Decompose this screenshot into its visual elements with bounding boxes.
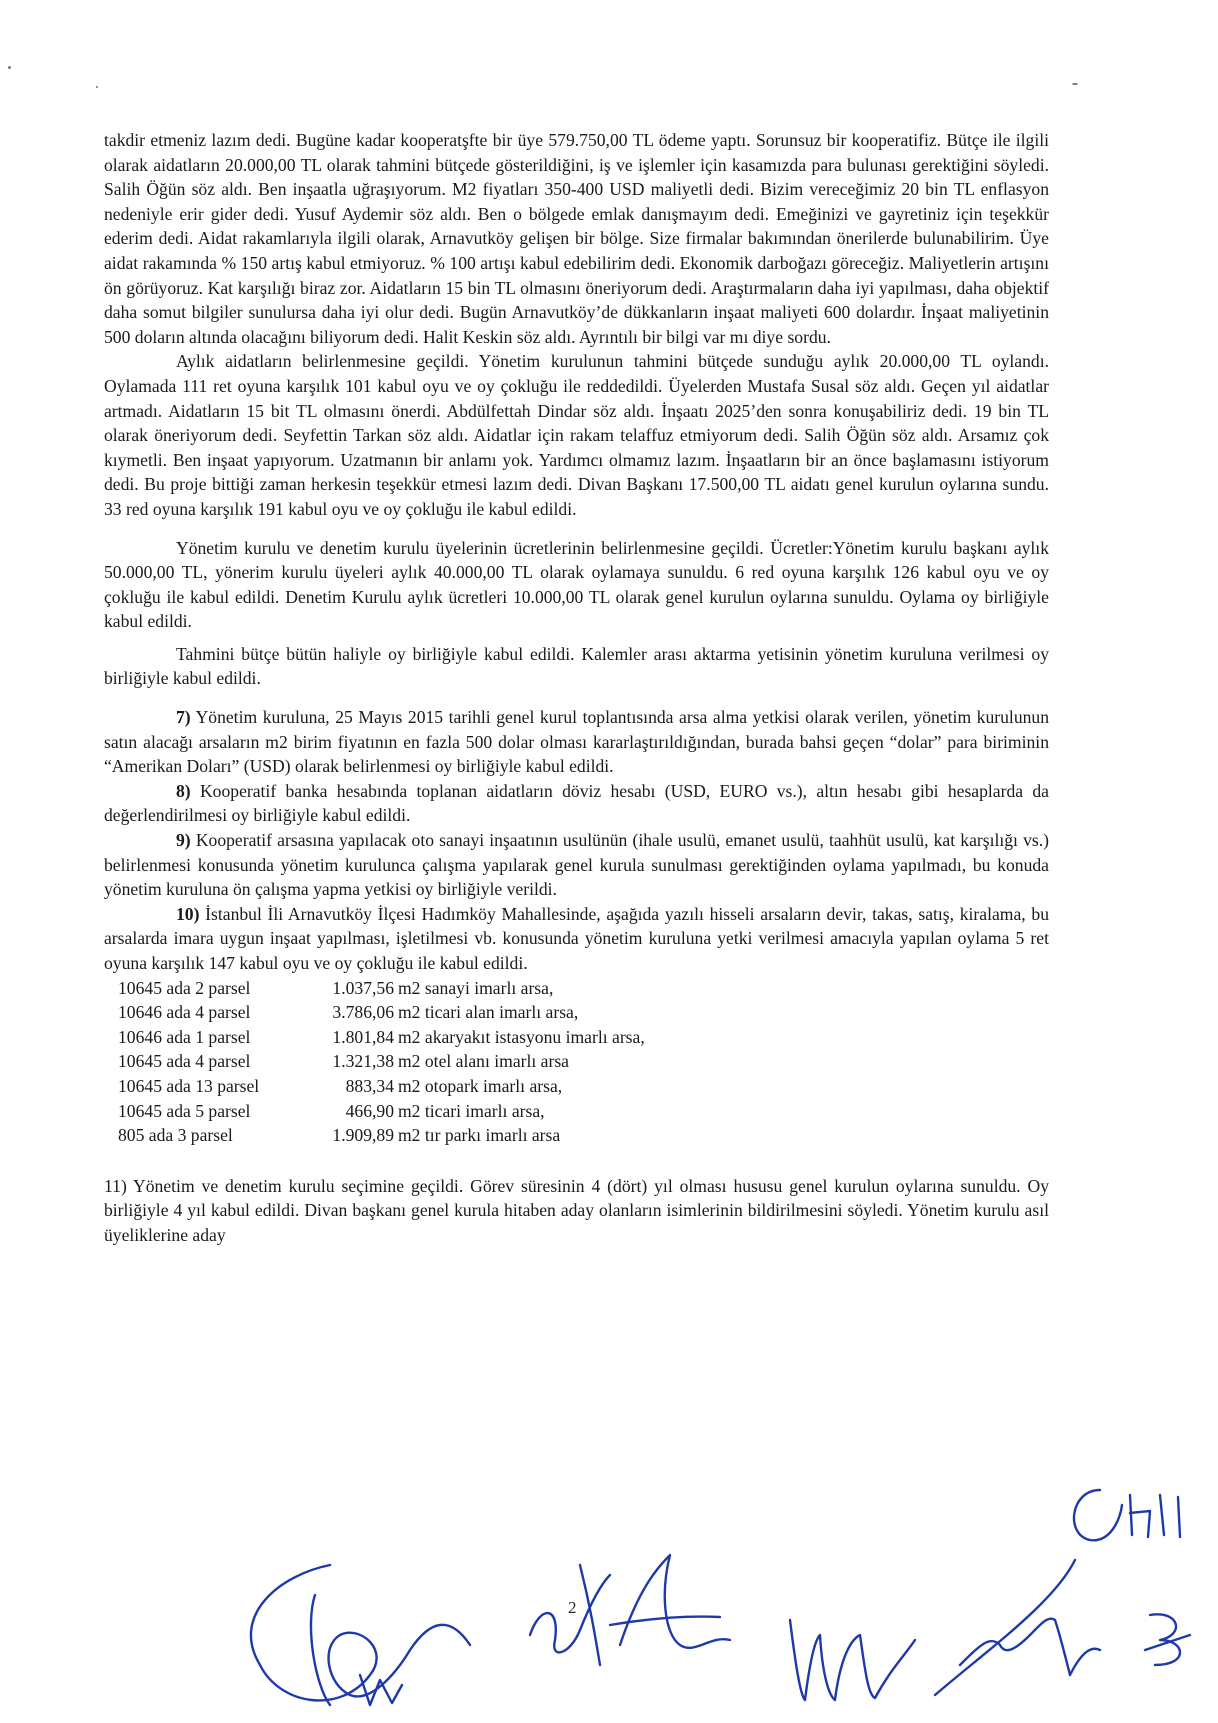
- scan-speck: [96, 86, 98, 88]
- parcel-area: 1.321,38: [332, 1051, 394, 1072]
- parcel-desc: m2 akaryakıt istasyonu imarlı arsa,: [398, 1026, 645, 1047]
- item-8-text: Kooperatif banka hesabında toplanan aidatların döviz hesabı (USD, EURO vs.), altın hesabı gibi hesaplarda da değerlendirilmesi oy birliğiyle kabul edildi.: [104, 780, 1049, 826]
- parcel-desc: m2 ticari alan imarlı arsa,: [398, 1002, 579, 1023]
- parcel-desc: m2 ticari imarlı arsa,: [398, 1100, 545, 1121]
- item-7-number: 7): [176, 707, 191, 728]
- table-row: [104, 1074, 645, 1099]
- item-7-text: Yönetim kuruluna, 25 Mayıs 2015 tarihli genel kurul toplantısında arsa alma yetkisi olarak verilen, yönetim kurulunun satın alacağı arsaların m2 birim fiyatının en fazla 500 dolar olması kararlaştırıldığından, burada bahsi geçen “dolar” para biriminin “Amerikan Doları” (USD) olarak belirlenmesi oy birliğiyle kabul edildi.: [104, 707, 1050, 777]
- parcel-id: 805 ada 3 parsel: [118, 1125, 233, 1146]
- table-row: [104, 1123, 645, 1148]
- parcel-id: 10645 ada 4 parsel: [118, 1051, 251, 1072]
- parcel-desc: m2 otel alanı imarlı arsa: [398, 1051, 569, 1072]
- signature-4-icon: [920, 1545, 1110, 1715]
- item-10: [104, 902, 1049, 976]
- item-7: [104, 705, 1049, 779]
- parcel-desc: m2 otopark imarlı arsa,: [398, 1075, 563, 1096]
- table-row: [104, 1000, 645, 1025]
- table-row: [104, 1025, 645, 1050]
- parcel-area: 1.909,89: [332, 1125, 394, 1146]
- parcel-id: 10646 ada 4 parsel: [118, 1002, 251, 1023]
- parcel-area: 466,90: [345, 1100, 394, 1121]
- parcel-id: 10645 ada 5 parsel: [118, 1100, 251, 1121]
- parcel-area: 883,34: [345, 1075, 394, 1096]
- signature-1-icon: [220, 1555, 480, 1720]
- scan-speck: [8, 66, 11, 69]
- parcel-area: 1.037,56: [332, 977, 394, 998]
- table-row: [104, 1049, 645, 1074]
- table-row: [104, 976, 645, 1001]
- paragraph-1: takdir etmeniz lazım dedi. Bugüne kadar kooperatşfte bir üye 579.750,00 TL ödeme yaptı. Sorunsuz bir kooperatifiz. Bütçe ile ilgili olarak aidatların 20.000,00 TL olarak tahmini bütçede gösterildiğini, iş ve işlemler için kasamızda para bulunası gerektiğini söyledi. Salih Öğün söz aldı. Ben inşaatla uğraşıyorum. M2 fiyatları 350-400 USD maliyetli dedi. Bizim vereceğimiz 20 bin TL enflasyon nedeniyle erir gider dedi. Yusuf Aydemir söz aldı. Ben o bölgede emlak danışmayım dedi. Emeğinizi ve gayretiniz için teşekkür ederim dedi. Aidat rakamlarıyla ilgili olarak, Arnavutköy gelişen bir bölge. Size firmalar bakımından önerilerde bulunabilirim. Üye aidat rakamında % 150 artış kabul etmiyoruz. % 100 artışı kabul edebilirim dedi. Ekonomik darboğazı göreceğiz. Maliyetlerin artışını ön görüyoruz. Kat karşılığı biraz zor. Aidatların 15 bin TL olmasını öneriyorum dedi. Araştırmaların daha iyi yapılması, daha objektif daha somut bilgiler sunulursa daha iyi olur dedi. Bugün Arnavutköy’de dükkanların inşaat maliyeti 600 dolardır. İnşaat maliyetinin 500 doların altında olacağını biliyorum dedi. Halit Keskin söz aldı. Ayrıntılı bir bilgi var mı diye sordu.: [104, 130, 1049, 347]
- parcel-id: 10645 ada 13 parsel: [118, 1075, 260, 1096]
- signature-6-icon: [1140, 1605, 1200, 1675]
- parcel-id: 10645 ada 2 parsel: [118, 977, 251, 998]
- paragraph-4: Tahmini bütçe bütün haliyle oy birliğiyle kabul edildi. Kalemler arası aktarma yetisinin yönetim kuruluna verilmesi oy birliğiyle kabul edildi.: [104, 643, 1049, 689]
- paragraph-2: Aylık aidatların belirlenmesine geçildi. Yönetim kurulunun tahmini bütçede sunduğu aylık 20.000,00 TL oylandı. Oylamada 111 ret oyuna karşılık 101 kabul oyu ve oy çokluğu ile reddedildi. Üyelerden Mustafa Susal söz aldı. Geçen yıl aidatlar artmadı. Aidatların 15 bit TL olmasını önerdi. Abdülfettah Dindar söz aldı. İnşaatı 2025’den sonra konuşabiliriz dedi. 19 bin TL olarak öneriyorum dedi. Seyfettin Tarkan söz aldı. Aidatlar için rakam telaffuz etmiyorum dedi. Salih Öğün söz aldı. Arsamız çok kıymetli. Ben inşaat yapıyorum. Uzatmanın bir anlamı yok. Yardımcı olmamız lazım. İnşaatların bir an önce başlamasını istiyorum dedi. Bu proje bittiği zaman herkesin teşekkür etmesi lazım dedi. Divan Başkanı 17.500,00 TL aidatı genel kurulun oylarına sundu. 33 red oyuna karşılık 191 kabul oyu ve oy çokluğu ile kabul edildi.: [104, 351, 1049, 519]
- document-page: [104, 128, 1049, 1248]
- parcel-area: 1.801,84: [332, 1026, 394, 1047]
- item-8-number: 8): [176, 780, 191, 801]
- parcel-desc: m2 sanayi imarlı arsa,: [398, 977, 554, 998]
- parcel-area: 3.786,06: [332, 1002, 394, 1023]
- item-10-text: İstanbul İli Arnavutköy İlçesi Hadımköy Mahallesinde, aşağıda yazılı hisseli arsaların devir, takas, satış, kiralama, bu arsalarda imara uygun inşaat yapılması, işletilmesi vb. konusunda yönetim kuruluna yetki verilmesi amacıyla yapılan oylama 5 ret oyuna karşılık 147 kabul oyu ve oy çokluğu ile kabul edildi.: [104, 903, 1049, 973]
- signature-3-icon: [780, 1600, 920, 1710]
- item-9-number: 9): [176, 830, 191, 851]
- signature-2-icon: [520, 1545, 740, 1675]
- scan-speck: [1072, 83, 1078, 85]
- item-8: [104, 779, 1049, 828]
- signature-5-icon: [1060, 1475, 1200, 1555]
- item-11: 11) Yönetim ve denetim kurulu seçimine geçildi. Görev süresinin 4 (dört) yıl olması hususu genel kurulun oylarına sunuldu. Oy birliğiyle 4 yıl kabul edildi. Divan başkanı genel kurula hitaben aday olanların isimlerinin bildirilmesini söyledi. Yönetim kurulu asıl üyeliklerine aday: [104, 1175, 1049, 1245]
- parcel-id: 10646 ada 1 parsel: [118, 1026, 251, 1047]
- item-10-number: 10): [176, 903, 200, 924]
- table-row: [104, 1099, 645, 1124]
- item-9: [104, 828, 1049, 902]
- page-number: 2: [568, 1598, 577, 1617]
- parcel-table: [104, 976, 645, 1148]
- item-9-text: Kooperatif arsasına yapılacak oto sanayi inşaatının usulünün (ihale usulü, emanet usulü, taahhüt usulü, kat karşılığı vs.) belirlenmesi konusunda yönetim kurulunca çalışma yapılarak genel kurula sunulması gerektiğinden oylama yapılmadı, bu konuda yönetim kuruluna ön çalışma yapma yetkisi oy birliğiyle verildi.: [104, 830, 1049, 900]
- parcel-desc: m2 tır parkı imarlı arsa: [398, 1125, 561, 1146]
- paragraph-3: Yönetim kurulu ve denetim kurulu üyelerinin ücretlerinin belirlenmesine geçildi. Ücretler:Yönetim kurulu başkanı aylık 50.000,00 TL, yönerim kurulu üyeleri aylık 40.000,00 TL olarak oylamaya sunuldu. 6 red oyuna karşılık 126 kabul oyu ve oy çokluğu ile kabul edildi. Denetim Kurulu aylık ücretleri 10.000,00 TL olarak genel kurulun oylarına sunuldu. Oylama oy birliğiyle kabul edildi.: [104, 537, 1049, 632]
